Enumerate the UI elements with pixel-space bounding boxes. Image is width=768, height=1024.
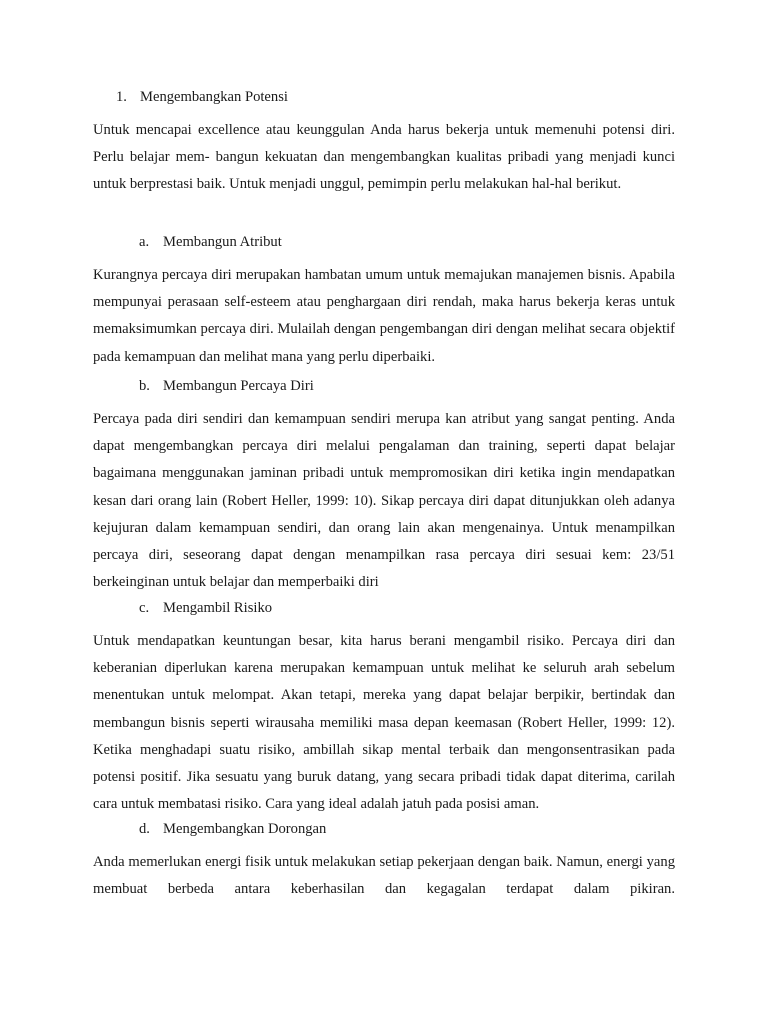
subsection-letter: d. [139, 821, 150, 837]
subsection-paragraph-a: Kurangnya percaya diri merupakan hambatan umum untuk memajukan manajemen bisnis. Apabila mempunyai perasaan self-esteem atau penghargaan diri rendah, maka harus bekerja keras untuk memaksimumkan percaya diri. Mulailah dengan pengembangan diri dengan melihat secara objektif pada kemampuan dan melihat mana yang perlu diperbaiki. [93, 267, 675, 365]
subsection-title: Membangun Atribut [163, 234, 282, 250]
subsection-paragraph-c: Untuk mendapatkan keuntungan besar, kita harus berani mengambil risiko. Percaya diri dan keberanian diperlukan karena merupakan kemampuan untuk melihat ke seluruh arah sebelum menentukan untuk melompat. Akan tetapi, mereka yang dapat belajar berpikir, bertindak dan membangun bisnis seperti wirausaha memiliki masa depan keemasan (Robert Heller, 1999: 12). Ketika menghadapi suatu risiko, ambillah sikap mental terbaik dan mengonsentrasikan pada potensi positif. Jika sesuatu yang buruk datang, yang secara pribadi tidak dapat diterima, carilah cara untuk membatasi risiko. Cara yang ideal adalah jatuh pada posisi aman. [93, 633, 675, 813]
subsection-letter: a. [139, 234, 150, 250]
subsection-title: Membangun Percaya Diri [163, 378, 314, 394]
subsection-letter: b. [139, 378, 150, 394]
section-number: 1. [116, 89, 127, 105]
subsection-paragraph-d: Anda memerlukan energi fisik untuk melakukan setiap pekerjaan dengan baik. Namun, energi yang membuat berbeda antara keberhasilan dan kegagalan terdapat dalam pikiran. [93, 854, 675, 898]
subsection-paragraph-b: Percaya pada diri sendiri dan kemampuan sendiri merupa kan atribut yang sangat penting. Anda dapat mengembangkan percaya diri melalui pengalaman dan training, seperti dapat belajar bagaimana menggunakan jaminan pribadi untuk mempromosikan diri ketika ingin mendapatkan kesan dari orang lain (Robert Heller, 1999: 10). Sikap percaya diri dapat ditunjukkan oleh adanya kejujuran dalam kemampuan sendiri, dan orang lain akan mengenainya. Untuk menampilkan percaya diri, seseorang dapat dengan menampilkan rasa percaya diri sesuai kem: 23/51 berkeinginan untuk belajar dan memperbaiki diri [93, 411, 675, 591]
subsection-title: Mengembangkan Dorongan [163, 821, 327, 837]
section-intro-paragraph: Untuk mencapai excellence atau keunggulan Anda harus bekerja untuk memenuhi potensi diri. Perlu belajar mem- bangun kekuatan dan mengembangkan kualitas pribadi yang menjadi kunci untuk berprestasi baik. Untuk menjadi unggul, pemimpin perlu melakukan hal-hal berikut. [93, 122, 675, 193]
subsection-letter: c. [139, 600, 150, 616]
subsection-title: Mengambil Risiko [163, 600, 273, 616]
section-title: Mengembangkan Potensi [140, 89, 288, 105]
